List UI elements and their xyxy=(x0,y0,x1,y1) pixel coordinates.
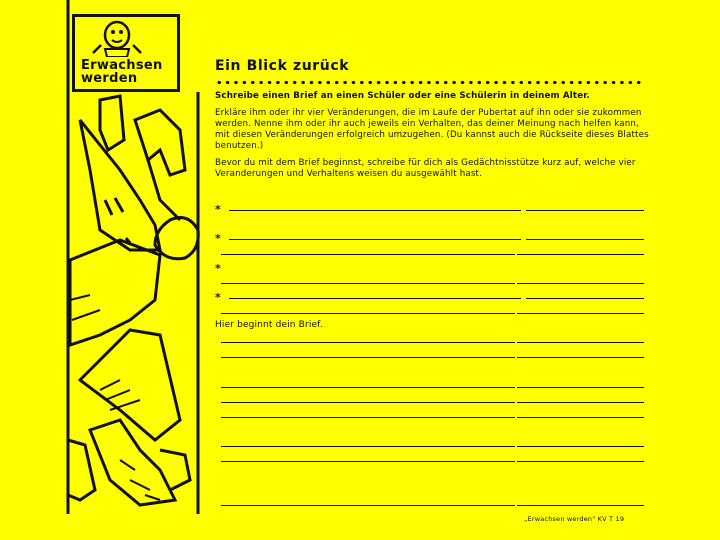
logo-title-line2: werden xyxy=(81,71,138,86)
letter-line[interactable] xyxy=(221,461,515,462)
logo-box xyxy=(72,14,180,92)
answer-line[interactable] xyxy=(517,283,644,284)
letter-line[interactable] xyxy=(221,342,515,343)
page-title: Ein Blick zurück xyxy=(215,58,350,74)
letter-start-label: Hier beginnt dein Brief. xyxy=(215,320,323,330)
dotted-divider xyxy=(215,80,645,85)
mascot-icon xyxy=(87,19,147,57)
text-column xyxy=(215,58,655,330)
letter-line[interactable] xyxy=(517,505,644,506)
bullet-marker-3: * xyxy=(215,262,221,275)
letter-line[interactable] xyxy=(517,357,644,358)
letter-line[interactable] xyxy=(517,387,644,388)
letter-line[interactable] xyxy=(221,387,515,388)
answer-line[interactable] xyxy=(526,239,644,240)
answer-line[interactable] xyxy=(229,239,521,240)
explanation-paragraph: Erkläre ihm oder ihr vier Veränderungen, die im Laufe der Pubertat auf ihn oder sie zukommen werden. Nenne ihm oder ihr auch jeweils ein Verhalten, das deiner Meinung nach helfen kann, mit diesen Veränderungen erfolgreich umzugehen. (Du kannst auch die Rückseite dieses Blattes benutzen.) xyxy=(215,108,649,151)
logo-title xyxy=(81,59,181,85)
letter-line[interactable] xyxy=(221,446,515,447)
letter-line[interactable] xyxy=(517,417,644,418)
bullet-marker-2: * xyxy=(215,232,221,245)
letter-line[interactable] xyxy=(517,342,644,343)
answer-line[interactable] xyxy=(221,283,515,284)
letter-line[interactable] xyxy=(517,402,644,403)
bullet-marker-1: * xyxy=(215,203,221,216)
letter-line[interactable] xyxy=(517,446,644,447)
letter-line[interactable] xyxy=(221,402,515,403)
answer-line[interactable] xyxy=(517,254,644,255)
answer-line[interactable] xyxy=(221,254,515,255)
letter-line[interactable] xyxy=(517,461,644,462)
answer-line[interactable] xyxy=(517,313,644,314)
logo-title-line1: Erwachsen xyxy=(81,58,163,73)
answer-line[interactable] xyxy=(526,210,644,211)
footer-reference: „Erwachsen werden" KV T 19 xyxy=(524,515,625,523)
answer-line[interactable] xyxy=(229,210,521,211)
bullet-marker-4: * xyxy=(215,291,221,304)
letter-line[interactable] xyxy=(221,417,515,418)
before-paragraph: Bevor du mit dem Brief beginnst, schreibe für dich als Gedächtnisstütze kurz auf, welche vier Veranderungen und Verhaltens weisen du ausgewählt hast. xyxy=(215,158,636,179)
answer-line[interactable] xyxy=(229,298,521,299)
answer-line[interactable] xyxy=(221,313,515,314)
letter-line[interactable] xyxy=(221,357,515,358)
letter-line[interactable] xyxy=(221,505,515,506)
intro-paragraph: Schreibe einen Brief an einen Schüler oder eine Schülerin in deinem Alter. xyxy=(215,91,590,101)
answer-line[interactable] xyxy=(526,298,644,299)
